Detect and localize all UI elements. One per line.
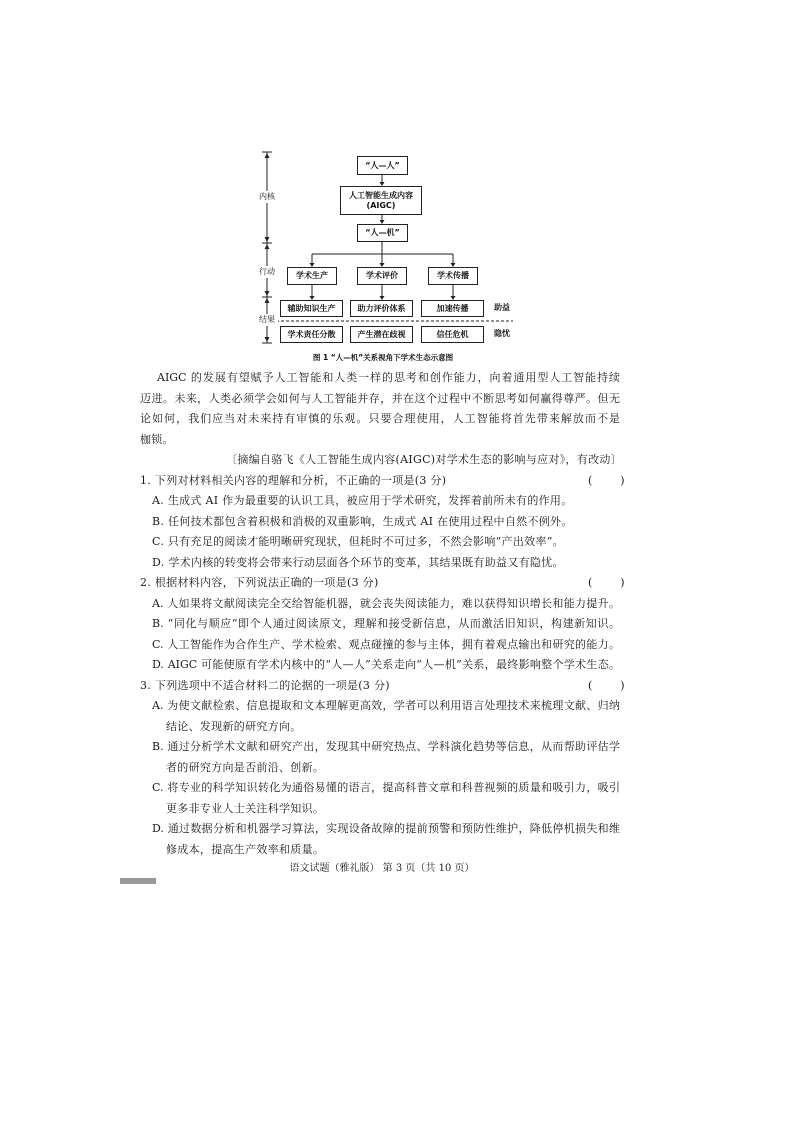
question-stem: 1. 下列对材料相关内容的理解和分析，不正确的一项是(3 分) xyxy=(140,473,447,487)
option-line: C. 只有充足的阅读才能明晰研究现状，但耗时不可过多，不然会影响“产出效率”。 xyxy=(152,535,564,548)
benefit-box-evaluation: 助力评价体系 xyxy=(350,300,413,317)
question-3 xyxy=(140,676,625,697)
diagram-connector-lines xyxy=(250,145,520,350)
benefit-box-dissemination: 加速传播 xyxy=(421,300,484,317)
benefit-box-knowledge: 辅助知识生产 xyxy=(280,300,343,317)
risk-box-trust: 信任危机 xyxy=(421,326,484,343)
action-box-evaluation: 学术评价 xyxy=(357,267,407,285)
option-line: B. “同化与顺应”即个人通过阅读原文，理解和接受新信息，从而激活旧知识，构建新知识。 xyxy=(152,617,620,630)
option-line: C. 人工智能作为合作生产、学术检索、观点碰撞的参与主体，拥有着观点输出和研究的能力。 xyxy=(152,637,620,651)
passage-line: 论如何，我们应当对未来持有审慎的乐观。只要合理使用，人工智能将首先带来解放而不是 xyxy=(140,412,620,425)
option-line: C. 将专业的科学知识转化为通俗易懂的语言，提高科普文章和科普视频的质量和吸引力，吸引 xyxy=(152,781,620,794)
source-citation: 〔摘编自骆飞《人工智能生成内容(AIGC)对学术生态的影响与应对》，有改动〕 xyxy=(226,453,622,466)
passage-line: 迈进。未来，人类必须学会如何与人工智能并存，并在这个过程中不断思考如何赢得尊严。但无 xyxy=(140,391,620,405)
answer-bracket: ( ) xyxy=(588,473,625,487)
option-line: A. 生成式 AI 作为最重要的认识工具，被应用于学术研究，发挥着前所未有的作用。 xyxy=(152,494,573,507)
text-body xyxy=(0,368,794,860)
figure-caption: 图 1 “人—机”关系视角下学术生态示意图 xyxy=(312,353,454,362)
passage-line: AIGC 的发展有望赋予人工智能和人类一样的思考和创作能力，向着通用型人工智能持续 xyxy=(157,371,620,384)
row-label-benefit: 助益 xyxy=(494,303,510,312)
option-line: B. 通过分析学术文献和研究产出，发现其中研究热点、学科演化趋势等信息，从而帮助评估学 xyxy=(152,740,620,753)
action-box-dissemination: 学术传播 xyxy=(428,267,478,285)
box-human-human-label: “人—人” xyxy=(365,160,400,170)
action-box-production: 学术生产 xyxy=(287,267,337,285)
option-line: 结论、发现新的研究方向。 xyxy=(166,719,302,733)
question-1 xyxy=(140,471,625,492)
option-line: B. 任何技术都包含着积极和消极的双重影响，生成式 AI 在使用过程中自然不例外。 xyxy=(152,514,573,528)
passage-line: 枷锁。 xyxy=(140,432,174,446)
answer-bracket: ( ) xyxy=(588,576,625,589)
answer-bracket: ( ) xyxy=(588,678,625,692)
option-line: D. 学术内核的转变将会带来行动层面各个环节的变革，其结果既有助益又有隐忧。 xyxy=(152,555,564,569)
question-stem: 3. 下列选项中不适合材料二的论据的一项是(3 分) xyxy=(140,678,390,692)
risk-box-discrimination: 产生潜在歧视 xyxy=(350,326,413,343)
box-human-human xyxy=(357,156,408,175)
scan-mark xyxy=(120,878,156,884)
box-human-machine xyxy=(357,224,408,242)
box-aigc xyxy=(340,186,422,215)
box-human-machine-label: “人—机” xyxy=(365,228,400,237)
box-aigc-label-line1: 人工智能生成内容 xyxy=(349,190,413,200)
axis-label-result: 结果 xyxy=(256,314,278,326)
option-line: A. 为使文献检索、信息提取和文本理解更高效，学者可以利用语言处理技术来梳理文献、归纳 xyxy=(152,699,620,712)
option-line: 更多非专业人士关注科学知识。 xyxy=(166,801,325,815)
option-line: 者的研究方向是否前沿、创新。 xyxy=(166,760,325,774)
axis-label-core: 内核 xyxy=(256,191,278,203)
option-line: A. 人如果将文献阅读完全交给智能机器，就会丧失阅读能力，难以获得知识增长和能力提升。 xyxy=(152,596,620,610)
question-stem: 2. 根据材料内容，下列说法正确的一项是(3 分) xyxy=(140,576,379,589)
axis-label-action: 行动 xyxy=(256,266,278,278)
option-line: D. 通过数据分析和机器学习算法，实现设备故障的提前预警和预防性维护，降低停机损失和维 xyxy=(152,822,620,835)
box-aigc-label-line2: (AIGC) xyxy=(366,200,396,210)
page-footer: 语文试题（雅礼版） 第 3 页（共 10 页） xyxy=(289,863,475,874)
row-label-risk: 隐忧 xyxy=(494,329,510,338)
risk-box-responsibility: 学术责任分散 xyxy=(280,326,343,343)
option-line: 修成本，提高生产效率和质量。 xyxy=(166,842,325,856)
option-line: D. AIGC 可能使原有学术内核中的“人—人”关系走向“人—机”关系，最终影响整个学术生态。 xyxy=(152,658,620,671)
question-2 xyxy=(140,573,625,594)
